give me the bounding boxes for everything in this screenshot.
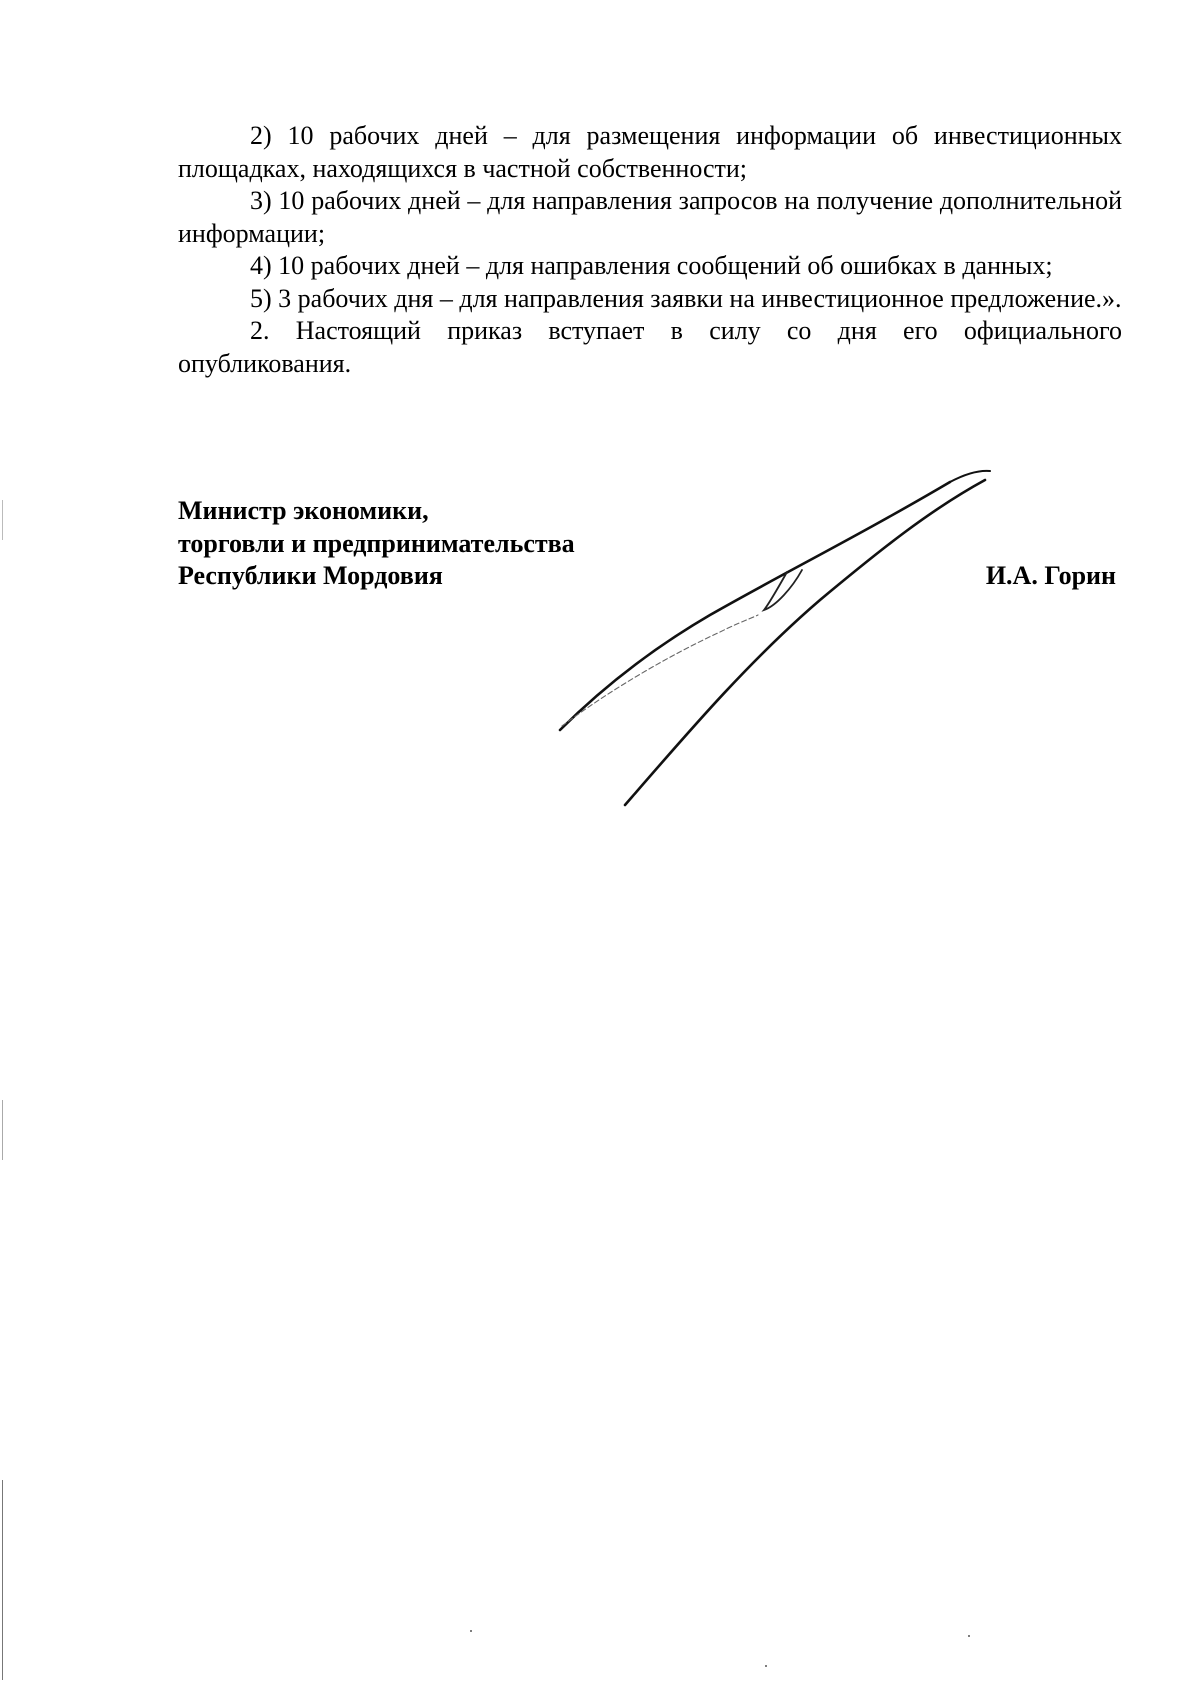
paragraph-item-2: 2) 10 рабочих дней – для размещения информации об инвестиционных площадках, находящихся в частной собственности; — [178, 121, 1122, 183]
scan-edge-mark — [2, 1480, 3, 1680]
signatory-position-line-2: торговли и предпринимательства — [178, 528, 575, 558]
signatory-position-line-1: Министр экономики, — [178, 496, 429, 525]
signature-block — [178, 495, 1122, 593]
scan-speck — [765, 1665, 767, 1667]
signatory-position-line-3: Республики Мордовия — [178, 561, 443, 590]
scan-edge-mark — [2, 500, 3, 540]
signatory-name: И.А. Горин — [985, 561, 1116, 590]
paragraph-item-4: 4) 10 рабочих дней – для направления сообщений об ошибках в данных; — [250, 251, 1053, 280]
scan-speck — [968, 1635, 970, 1637]
document-body — [178, 120, 1122, 380]
paragraph-item-5: 5) 3 рабочих дня – для направления заявки на инвестиционное предложение.». — [250, 283, 1122, 313]
signature-stroke-return — [562, 615, 758, 726]
signature-stroke-tail — [950, 471, 990, 482]
scan-edge-mark — [2, 1100, 3, 1160]
paragraph-item-3: 3) 10 рабочих дней – для направления запросов на получение дополнительной информации; — [178, 186, 1122, 248]
paragraph-effective-date: 2. Настоящий приказ вступает в силу со дня его официального опубликования. — [178, 316, 1122, 378]
scan-speck — [470, 1630, 472, 1632]
